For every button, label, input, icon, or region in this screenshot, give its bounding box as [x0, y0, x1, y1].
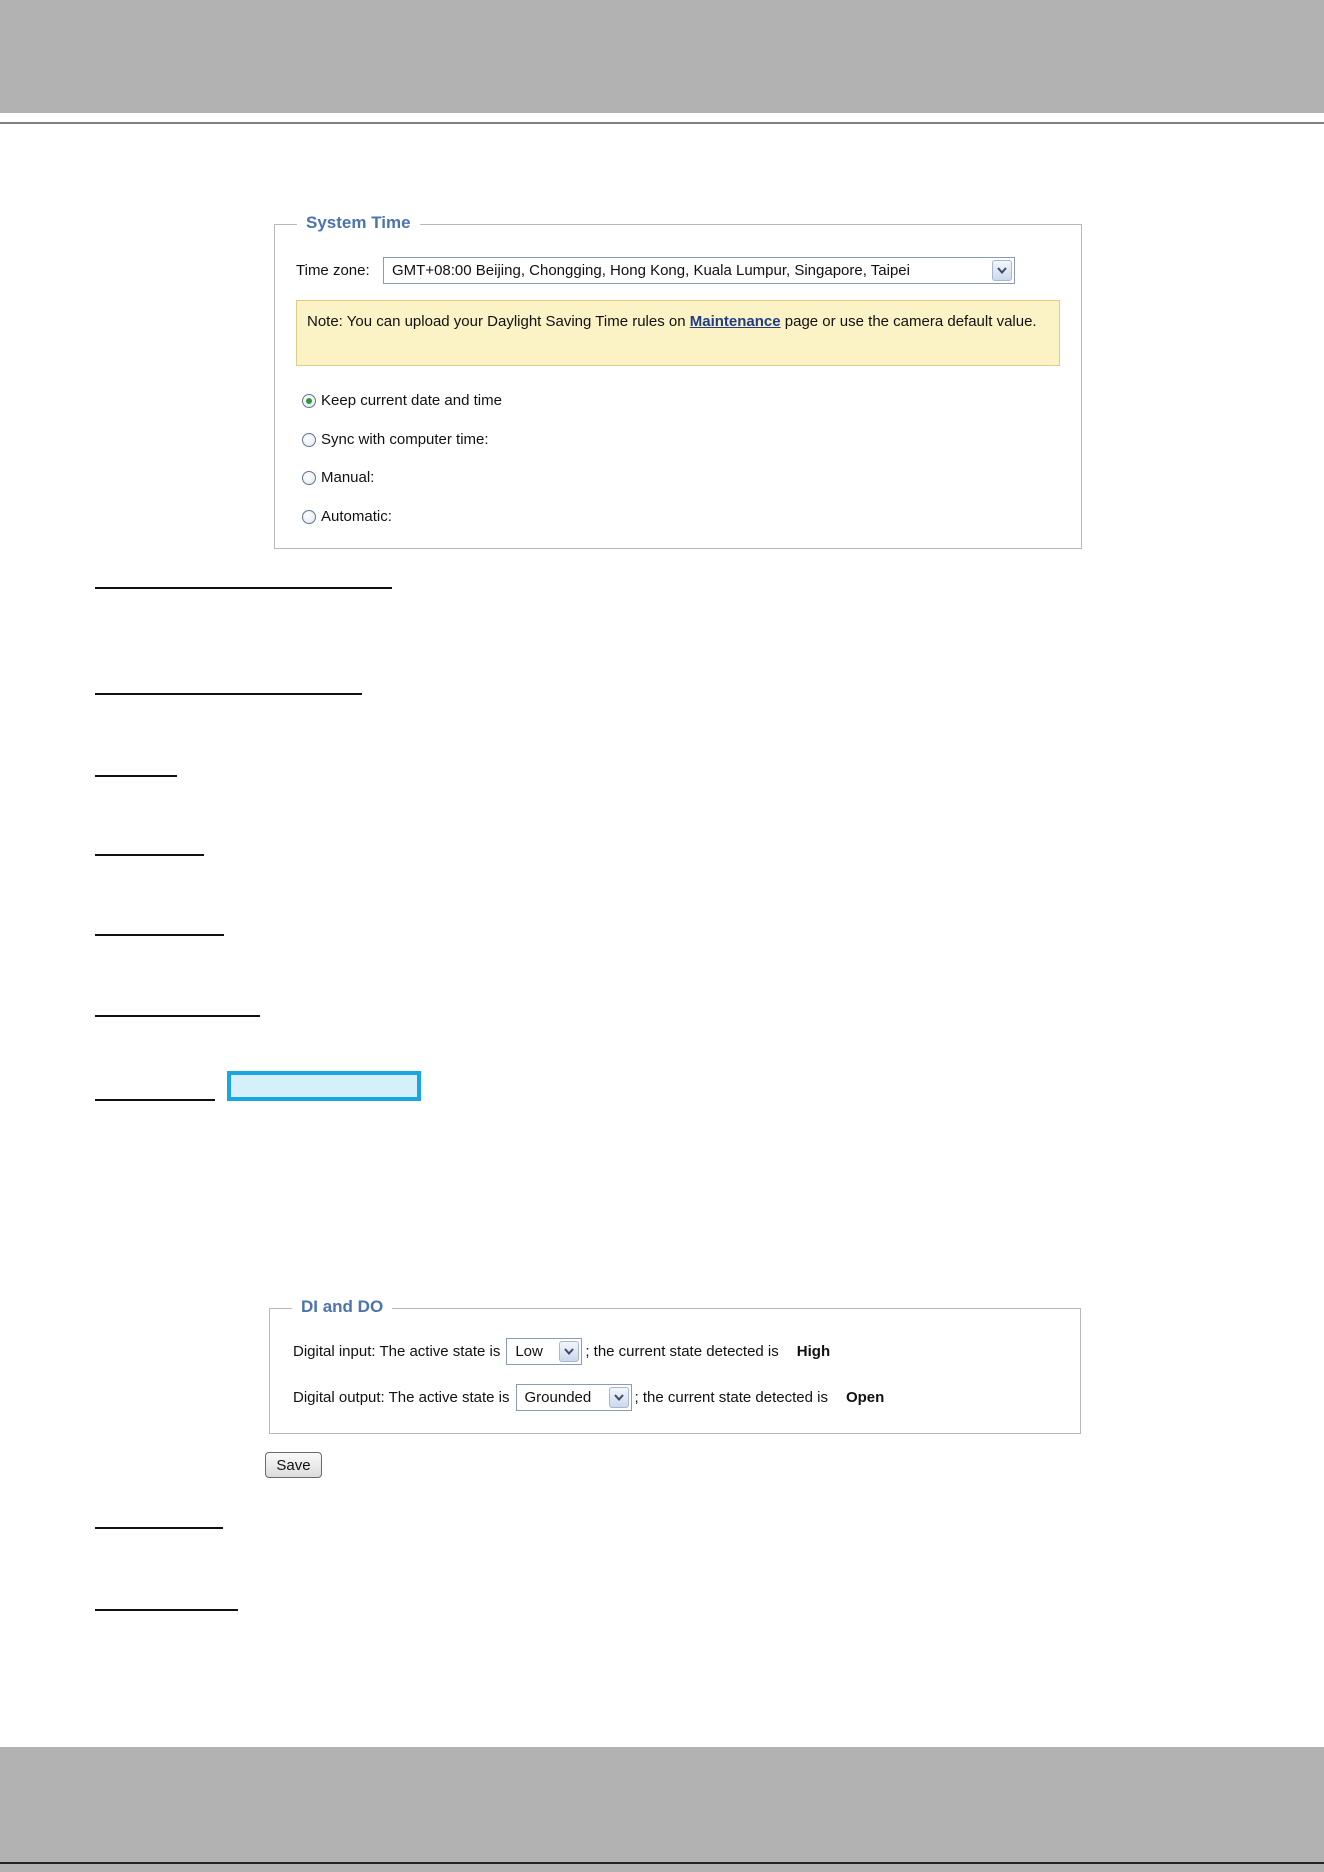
term-underline	[95, 1015, 260, 1017]
digital-input-row	[293, 1338, 830, 1365]
option-keep-current[interactable]	[302, 392, 502, 409]
digital-output-select[interactable]	[516, 1384, 632, 1411]
highlight-box	[227, 1071, 421, 1101]
di-do-legend: DI and DO	[292, 1296, 392, 1318]
time-zone-select[interactable]	[383, 257, 1015, 284]
radio-manual[interactable]	[302, 471, 316, 485]
note-prefix: Note: You can upload your Daylight Saving Time rules on	[307, 313, 690, 330]
term-underline	[95, 1099, 215, 1101]
digital-output-row	[293, 1384, 884, 1411]
radio-selected-dot	[306, 398, 312, 404]
digital-input-current-label: ; the current state detected is	[585, 1343, 779, 1360]
chevron-down-icon	[559, 1341, 579, 1362]
option-label: Automatic:	[321, 508, 392, 525]
term-underline	[95, 693, 362, 695]
radio-automatic[interactable]	[302, 510, 316, 524]
term-underline	[95, 775, 177, 777]
term-underline	[95, 934, 224, 936]
digital-input-select[interactable]	[506, 1338, 582, 1365]
digital-output-state: Open	[845, 1389, 885, 1406]
save-button[interactable]: Save	[265, 1452, 322, 1478]
radio-keep-current[interactable]	[302, 394, 316, 408]
digital-output-label: Digital output: The active state is	[293, 1389, 510, 1406]
option-label: Keep current date and time	[321, 392, 502, 409]
chevron-down-icon	[992, 260, 1012, 281]
di-do-panel	[269, 1297, 1081, 1434]
note-suffix: page or use the camera default value.	[780, 313, 1037, 330]
radio-sync-computer[interactable]	[302, 433, 316, 447]
time-zone-value: GMT+08:00 Beijing, Chongging, Hong Kong, Kuala Lumpur, Singapore, Taipei	[392, 262, 910, 279]
term-underline	[95, 854, 204, 856]
option-automatic[interactable]	[302, 508, 392, 525]
option-manual[interactable]	[302, 469, 374, 486]
time-zone-label: Time zone:	[296, 262, 370, 279]
option-sync-computer[interactable]	[302, 431, 489, 448]
dst-note	[296, 300, 1060, 366]
digital-output-value: Grounded	[524, 1389, 592, 1406]
footer-band	[0, 1747, 1324, 1872]
system-time-legend: System Time	[297, 212, 420, 234]
digital-input-value: Low	[515, 1343, 543, 1360]
term-underline	[95, 1609, 238, 1611]
header-band	[0, 0, 1324, 113]
option-label: Manual:	[321, 469, 375, 486]
header-rule	[0, 122, 1324, 124]
option-label: Sync with computer time:	[321, 431, 489, 448]
chevron-down-icon	[609, 1387, 629, 1408]
footer-rule	[0, 1862, 1324, 1864]
digital-input-state: High	[796, 1343, 831, 1360]
term-underline	[95, 587, 392, 589]
digital-output-current-label: ; the current state detected is	[634, 1389, 828, 1406]
maintenance-link[interactable]: Maintenance	[689, 313, 781, 330]
digital-input-label: Digital input: The active state is	[293, 1343, 501, 1360]
term-underline	[95, 1527, 223, 1529]
